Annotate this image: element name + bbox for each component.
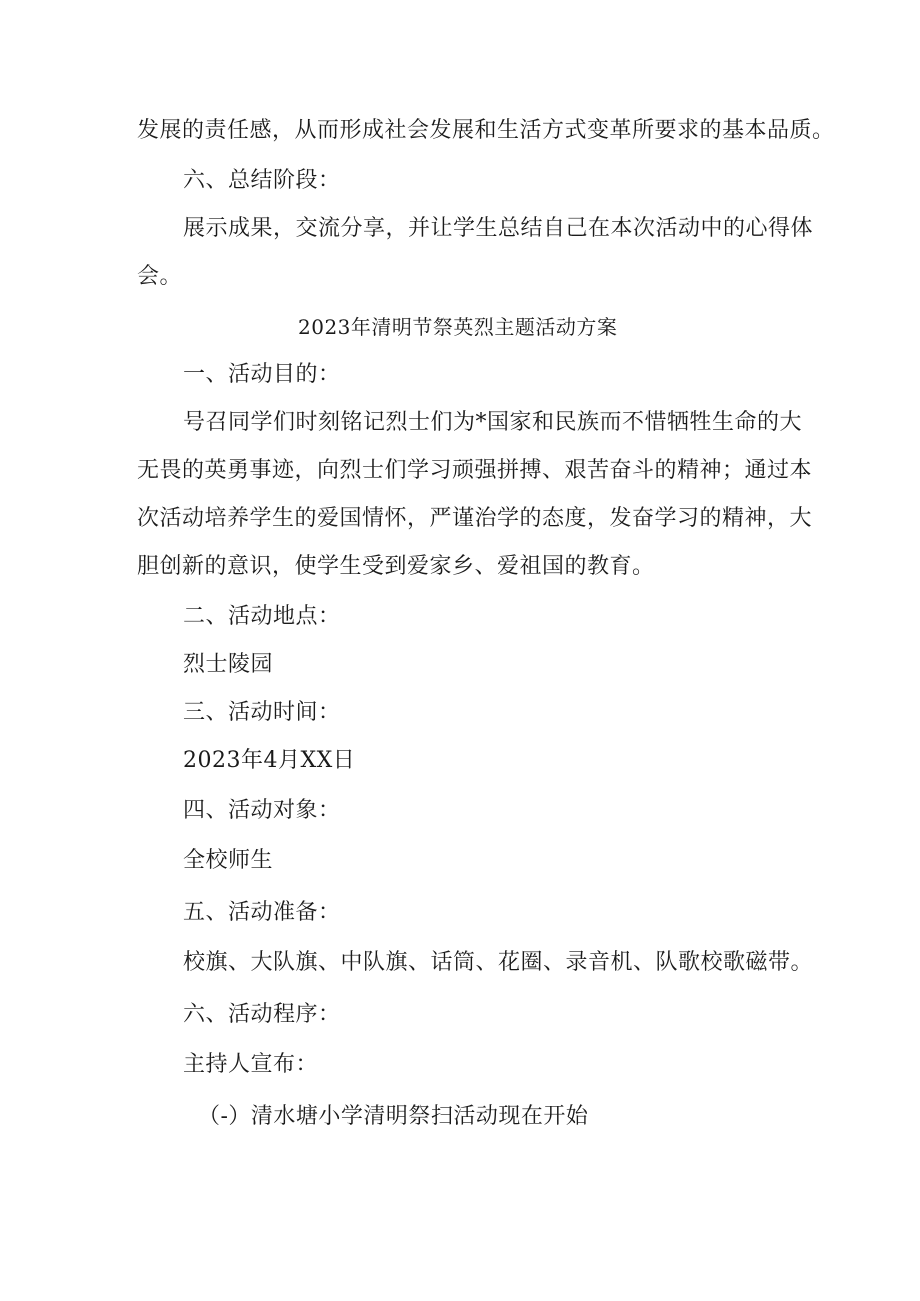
section-value: 主持人宣布：	[183, 1052, 319, 1077]
section-value: 2023年4月XX日	[183, 748, 356, 773]
paragraph-line: 号召同学们时刻铭记烈士们为*国家和民族而不惜牺牲生命的大	[183, 410, 803, 435]
section-heading: 三、活动时间：	[183, 700, 341, 725]
section-heading: 六、活动程序：	[183, 1002, 341, 1027]
paragraph-line: 发展的责任感，从而形成社会发展和生活方式变革所要求的基本品质。	[137, 118, 835, 143]
paragraph-line: 无畏的英勇事迹，向烈士们学习顽强拼搏、艰苦奋斗的精神；通过本	[137, 458, 813, 483]
section-heading: 四、活动对象：	[183, 798, 341, 823]
paragraph-line: 次活动培养学生的爱国情怀，严谨治学的态度，发奋学习的精神，大	[137, 506, 813, 531]
section-value: 全校师生	[183, 848, 274, 873]
procedure-step: （-）清水塘小学清明祭扫活动现在开始	[198, 1104, 589, 1129]
paragraph-line: 展示成果，交流分享，并让学生总结自己在本次活动中的心得体	[183, 216, 814, 241]
section-heading: 五、活动准备：	[183, 900, 341, 925]
section-value: 校旗、大队旗、中队旗、话筒、花圈、录音机、队歌校歌磁带。	[183, 950, 814, 975]
paragraph-line: 会。	[137, 264, 183, 289]
section-heading: 六、总结阶段：	[183, 168, 341, 193]
section-heading: 二、活动地点：	[183, 604, 341, 629]
section-heading: 一、活动目的：	[183, 362, 341, 387]
document-title: 2023年清明节祭英烈主题活动方案	[298, 315, 618, 339]
paragraph-line: 胆创新的意识，使学生受到爱家乡、爱祖国的教育。	[137, 554, 655, 579]
section-value: 烈士陵园	[183, 652, 274, 677]
